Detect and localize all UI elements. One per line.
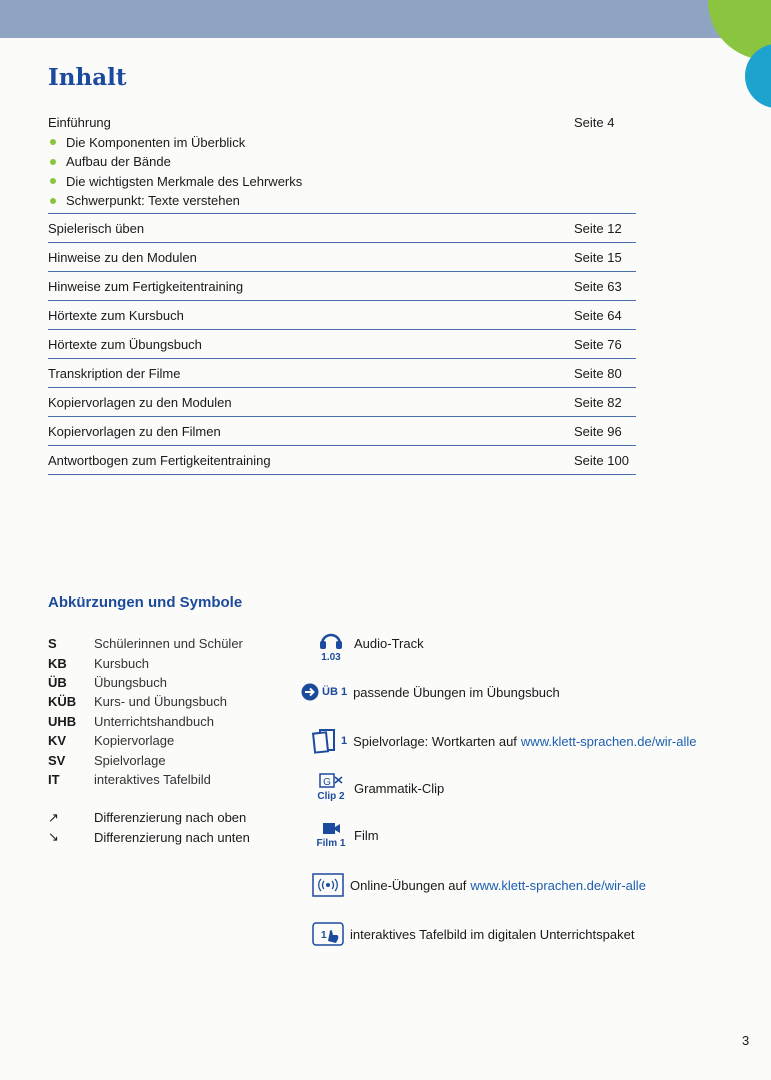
bullet-dot-icon — [50, 159, 56, 165]
abbreviation-row: UHB Unterrichtshandbuch — [48, 713, 214, 729]
arrow-down-right-icon: ↘ — [48, 829, 59, 845]
abbreviations-title: Abkürzungen und Symbole — [48, 594, 243, 611]
symbol-audio: 1.03 Audio-Track — [314, 630, 424, 663]
toc-row: Hinweise zum Fertigkeitentraining Seite 63 — [48, 272, 636, 301]
intro-page: Seite 4 — [574, 115, 615, 131]
bullet-dot-icon — [50, 178, 56, 184]
online-link[interactable]: www.klett-sprachen.de/wir-alle — [470, 877, 646, 893]
bullet-dot-icon — [50, 198, 56, 204]
online-icon — [312, 873, 344, 897]
intro-bullet: Aufbau der Bände — [48, 152, 636, 172]
toc-row: Antwortbogen zum Fertigkeitentraining Seite 100 — [48, 446, 636, 475]
intro-label: Einführung — [48, 115, 111, 131]
svg-text:G: G — [323, 777, 331, 788]
toc-row: Transkription der Filme Seite 80 — [48, 359, 636, 388]
abbreviation-row: KB Kursbuch — [48, 655, 149, 671]
abbreviation-list — [48, 634, 243, 789]
abbreviation-row: KÜB Kurs- und Übungsbuch — [48, 694, 227, 710]
film-number: Film 1 — [316, 838, 346, 849]
toc-list — [48, 213, 636, 475]
intro-section — [48, 113, 636, 211]
symbol-online: Online-Übungen auf www.klett-sprachen.de/wir-alle — [312, 873, 646, 897]
bullet-dot-icon — [50, 139, 56, 145]
svg-text:1: 1 — [321, 930, 327, 941]
toc-row: Kopiervorlagen zu den Filmen Seite 96 — [48, 417, 636, 446]
intro-bullet: Die Komponenten im Überblick — [48, 133, 636, 153]
symbol-film: Film 1 Film — [314, 820, 379, 849]
touch-board-icon — [312, 922, 344, 946]
symbol-uebung: ÜB 1 passende Übungen im Übungsbuch — [301, 683, 560, 701]
abbreviation-row: ÜB Übungsbuch — [48, 674, 167, 690]
intro-bullet: Die wichtigsten Merkmale des Lehrwerks — [48, 172, 636, 192]
toc-row: Hinweise zu den Modulen Seite 15 — [48, 243, 636, 272]
top-banner — [0, 0, 771, 38]
abbreviation-row: KV Kopiervorlage — [48, 733, 175, 749]
symbol-tafelbild: 1 interaktives Tafelbild im digitalen Unterrichtspaket — [312, 922, 634, 946]
toc-row: Hörtexte zum Übungsbuch Seite 76 — [48, 330, 636, 359]
page-title: Inhalt — [48, 64, 127, 91]
uebung-ref: ÜB 1 — [322, 686, 348, 698]
cards-icon — [311, 728, 337, 754]
camera-icon — [318, 820, 344, 836]
differentiation-list — [48, 808, 250, 847]
differentiation-row: ↘ Differenzierung nach unten — [48, 829, 250, 845]
toc-row: Hörtexte zum Kursbuch Seite 64 — [48, 301, 636, 330]
grammar-clip-icon — [318, 773, 344, 789]
abbreviation-row: S Schülerinnen und Schüler — [48, 636, 243, 652]
headphones-icon — [318, 630, 344, 650]
audio-track-number: 1.03 — [321, 652, 341, 663]
differentiation-row: ↗ Differenzierung nach oben — [48, 809, 247, 826]
symbol-grammatik: G Clip 2 Grammatik-Clip — [314, 773, 444, 802]
abbreviation-row: IT interaktives Tafelbild — [48, 771, 211, 787]
abbreviation-row: SV Spielvorlage — [48, 752, 166, 768]
intro-bullet: Schwerpunkt: Texte verstehen — [48, 191, 636, 211]
symbol-spielvorlage: 1 Spielvorlage: Wortkarten auf www.klett-sprachen.de/wir-alle — [311, 728, 697, 754]
page-number: 3 — [742, 1033, 750, 1048]
spielvorlage-link[interactable]: www.klett-sprachen.de/wir-alle — [520, 733, 697, 749]
toc-row: Kopiervorlagen zu den Modulen Seite 82 — [48, 388, 636, 417]
arrow-up-right-icon: ↗ — [48, 809, 59, 825]
toc-row: Spielerisch üben Seite 12 — [48, 214, 636, 243]
grammar-clip-number: Clip 2 — [317, 791, 345, 802]
arrow-right-circle-icon — [301, 683, 319, 701]
spielvorlage-number: 1 — [341, 735, 348, 747]
